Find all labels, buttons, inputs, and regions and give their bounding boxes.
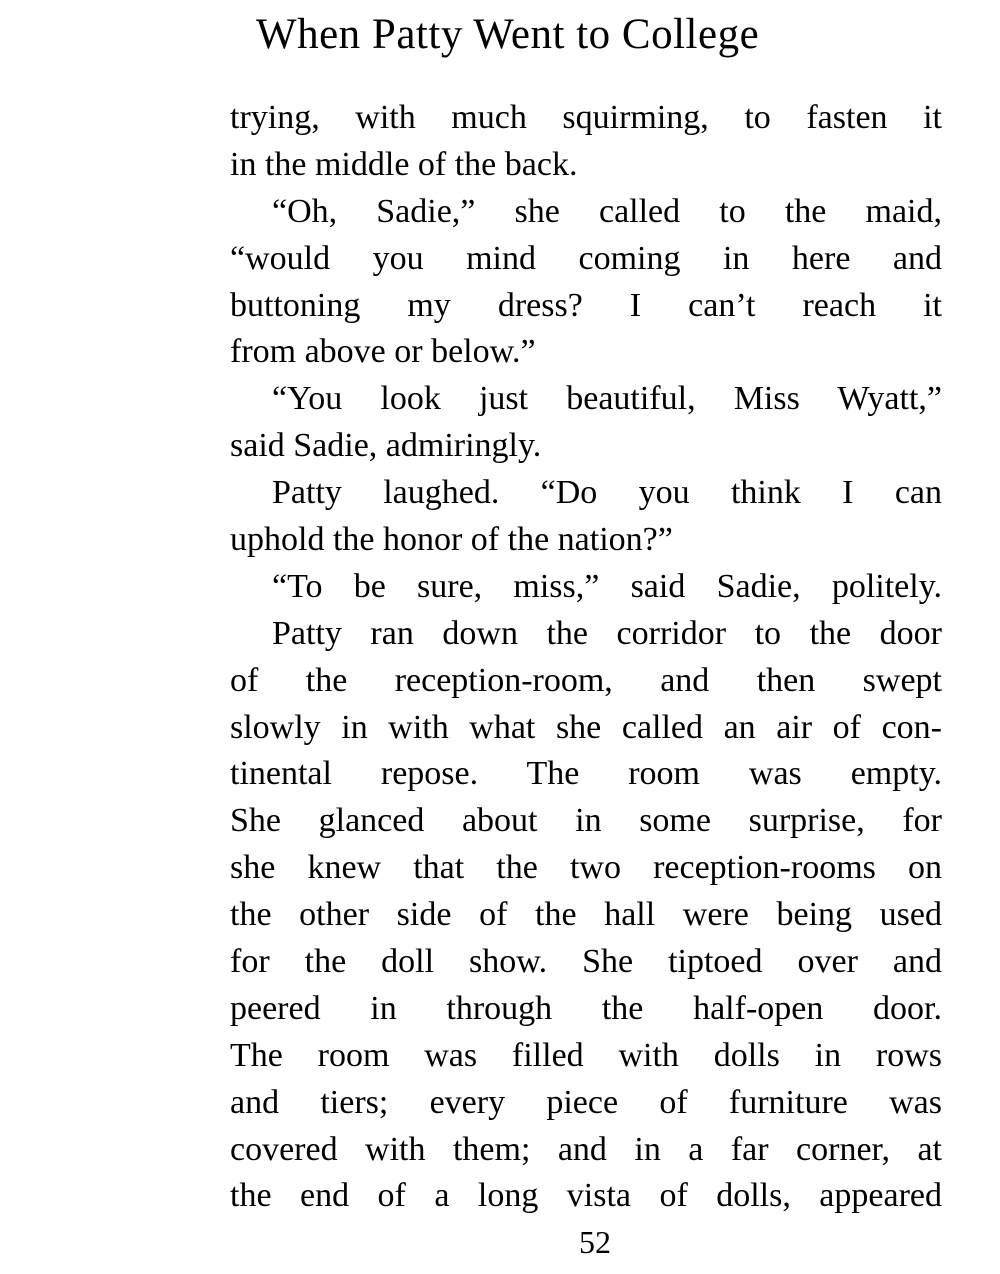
text-line: and tiers; every piece of furniture was	[230, 1083, 942, 1121]
text-line: the end of a long vista of dolls, appeared	[230, 1177, 942, 1215]
text-line: tinental repose. The room was empty.	[230, 755, 942, 793]
text-line: uphold the honor of the nation?”	[230, 521, 673, 559]
text-line: of the reception-room, and then swept	[230, 661, 942, 699]
text-line: Patty laughed. “Do you think I can	[272, 474, 942, 512]
text-line: trying, with much squirming, to fasten it	[230, 99, 942, 136]
page-number: 52	[579, 1224, 611, 1260]
text-line: “Oh, Sadie,” she called to the maid,	[272, 192, 942, 230]
text-line: for the doll show. She tiptoed over and	[230, 943, 942, 981]
text-line: “To be sure, miss,” said Sadie, politely.	[272, 567, 942, 605]
text-line: she knew that the two reception-rooms on	[230, 849, 942, 887]
running-title: When Patty Went to College	[256, 11, 760, 58]
text-line: Patty ran down the corridor to the door	[272, 614, 942, 652]
text-line: from above or below.”	[230, 333, 536, 371]
text-line: covered with them; and in a far corner, at	[230, 1130, 942, 1168]
text-line: said Sadie, admiringly.	[230, 427, 542, 465]
text-line: buttoning my dress? I can’t reach it	[230, 286, 942, 324]
text-line: “would you mind coming in here and	[230, 239, 942, 277]
text-line: peered in through the half-open door.	[230, 989, 942, 1027]
text-line: “You look just beautiful, Miss Wyatt,”	[272, 380, 942, 418]
text-line: She glanced about in some surprise, for	[230, 802, 942, 840]
text-line: in the middle of the back.	[230, 145, 578, 183]
text-line: the other side of the hall were being used	[230, 896, 942, 934]
body-text	[230, 95, 942, 1220]
text-line: The room was filled with dolls in rows	[230, 1036, 942, 1074]
text-line: slowly in with what she called an air of con-	[230, 708, 942, 746]
